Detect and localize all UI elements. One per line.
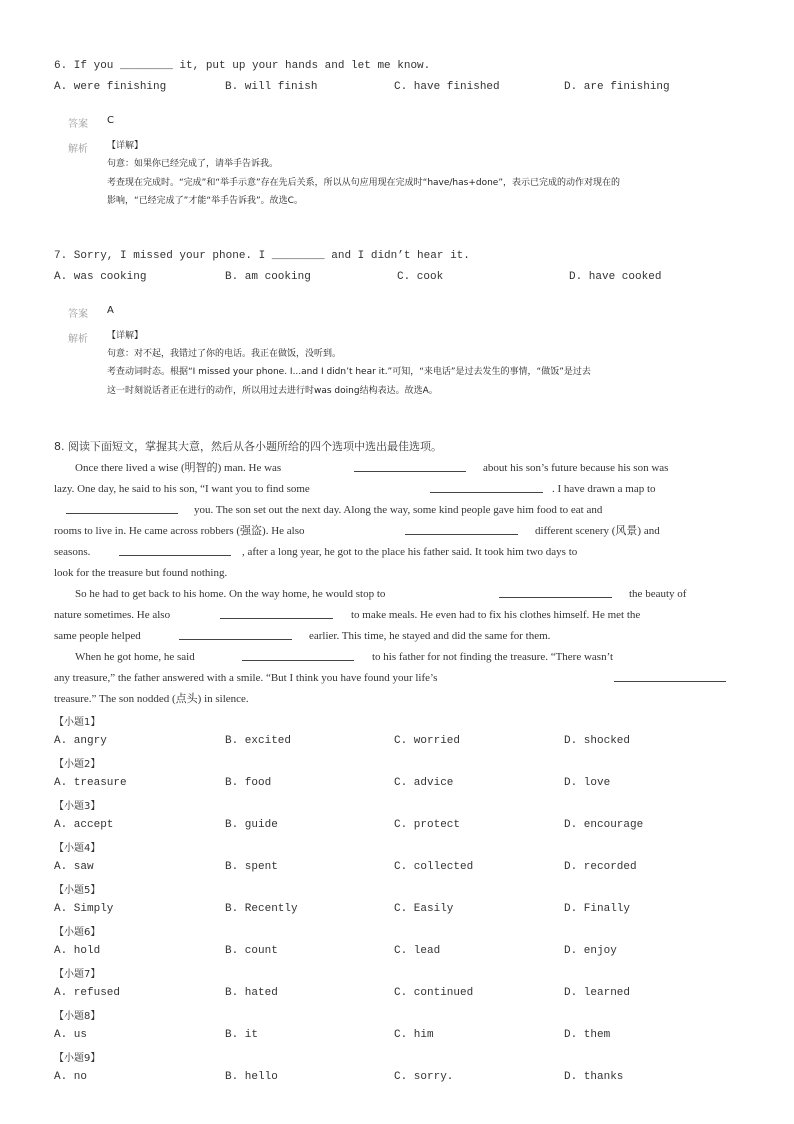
blank-9[interactable] [242,650,354,661]
subquestion-1-option-b[interactable]: B. excited [225,735,292,747]
blank-1[interactable] [354,461,466,472]
subquestion-2-option-c[interactable]: C. advice [394,777,454,789]
subquestion-label: 【小题9】 [54,1053,101,1064]
passage-text: Once there lived a wise (明智的) man. He was [75,462,282,474]
passage-text: to his father for not finding the treasure. “There wasn’t [372,651,614,663]
passage-text: seasons. [54,546,91,558]
passage-text: different scenery (风景) and [535,525,660,537]
passage-text: any treasure,” the father answered with a smile. “But I think you have found your life’s [54,672,438,684]
q7-analysis-line: 考查动词时态。根据“I missed your phone. I...and I didn’t hear it.”可知，“来电话”是过去发生的事情，“做饭”是过去 [107,367,591,377]
blank-4[interactable] [405,524,518,535]
passage-text: look for the treasure but found nothing. [54,567,228,579]
blank-3[interactable] [66,503,178,514]
subquestion-7-option-b[interactable]: B. hated [225,987,278,999]
q7-option-d[interactable]: D. have cooked [569,271,662,283]
blank-8[interactable] [179,629,292,640]
subquestion-4-option-d[interactable]: D. recorded [564,861,637,873]
subquestion-5-option-c[interactable]: C. Easily [394,903,454,915]
q7-answer: A [107,305,114,316]
subquestion-5-option-b[interactable]: B. Recently [225,903,298,915]
subquestion-2-option-a[interactable]: A. treasure [54,777,127,789]
q6-analysis-heading: 【详解】 [107,141,144,151]
passage-text: So he had to get back to his home. On the way home, he would stop to [75,588,386,600]
subquestion-3-option-c[interactable]: C. protect [394,819,461,831]
subquestion-5-option-d[interactable]: D. Finally [564,903,631,915]
subquestion-6-option-d[interactable]: D. enjoy [564,945,617,957]
q6-answer: C [107,115,114,126]
subquestion-5-option-a[interactable]: A. Simply [54,903,114,915]
q7-analysis-heading: 【详解】 [107,331,144,341]
subquestion-2-option-d[interactable]: D. love [564,777,611,789]
passage-text: nature sometimes. He also [54,609,171,621]
q7-analysis-line: 句意：对不起，我错过了你的电话。我正在做饭，没听到。 [107,349,342,359]
subquestion-7-option-d[interactable]: D. learned [564,987,631,999]
subquestion-label: 【小题4】 [54,843,101,854]
q7-option-a[interactable]: A. was cooking [54,271,147,283]
subquestion-4-option-b[interactable]: B. spent [225,861,278,873]
passage-text: rooms to live in. He came across robbers (强盗). He also [54,525,305,537]
subquestion-9-option-a[interactable]: A. no [54,1071,88,1083]
subquestion-1-option-a[interactable]: A. angry [54,735,107,747]
q6-analysis-tag: 解析 [68,144,88,155]
question-6-stem: 6. If you ________ it, put up your hands and let me know. [54,60,431,72]
subquestion-label: 【小题1】 [54,717,101,728]
subquestion-4-option-a[interactable]: A. saw [54,861,94,873]
q7-answer-tag: 答案 [68,309,88,320]
question-8-instructions: 8. 阅读下面短文，掌握其大意，然后从各小题所给的四个选项中选出最佳选项。 [54,440,442,453]
q7-option-c[interactable]: C. cook [397,271,444,283]
subquestion-label: 【小题5】 [54,885,101,896]
q6-answer-tag: 答案 [68,119,88,130]
q7-analysis-tag: 解析 [68,334,88,345]
blank-2[interactable] [430,482,543,493]
passage-text: treasure.” The son nodded (点头) in silence. [54,693,249,705]
subquestion-3-option-d[interactable]: D. encourage [564,819,644,831]
subquestion-label: 【小题2】 [54,759,101,770]
subquestion-8-option-b[interactable]: B. it [225,1029,259,1041]
subquestion-9-option-c[interactable]: C. sorry. [394,1071,454,1083]
blank-7[interactable] [220,608,333,619]
subquestion-1-option-d[interactable]: D. shocked [564,735,631,747]
passage-text: , after a long year, he got to the place his father said. It took him two days to [242,546,578,558]
q6-option-a[interactable]: A. were finishing [54,81,167,93]
subquestion-6-option-c[interactable]: C. lead [394,945,441,957]
passage-text: to make meals. He even had to fix his clothes himself. He met the [351,609,641,621]
blank-6[interactable] [499,587,612,598]
subquestion-8-option-a[interactable]: A. us [54,1029,88,1041]
subquestion-9-option-b[interactable]: B. hello [225,1071,278,1083]
q7-analysis-line: 这一时刻说话者正在进行的动作，所以用过去进行时was doing结构表达。故选A。 [107,386,438,396]
passage-text: same people helped [54,630,141,642]
q6-analysis-line: 考查现在完成时。“完成”和“举手示意”存在先后关系，所以从句应用现在完成时“have/has+done”，表示已完成的动作对现在的 [107,178,621,188]
q7-option-b[interactable]: B. am cooking [225,271,311,283]
q6-option-d[interactable]: D. are finishing [564,81,670,93]
subquestion-label: 【小题7】 [54,969,101,980]
passage-text: earlier. This time, he stayed and did the same for them. [309,630,551,642]
passage-text: you. The son set out the next day. Along the way, some kind people gave him food to eat and [194,504,603,516]
subquestion-2-option-b[interactable]: B. food [225,777,272,789]
passage-text: lazy. One day, he said to his son, “I want you to find some [54,483,310,495]
passage-text: When he got home, he said [75,651,195,663]
blank-5[interactable] [119,545,231,556]
subquestion-3-option-a[interactable]: A. accept [54,819,114,831]
subquestion-1-option-c[interactable]: C. worried [394,735,461,747]
q6-option-b[interactable]: B. will finish [225,81,318,93]
blank-10[interactable] [614,671,726,682]
subquestion-4-option-c[interactable]: C. collected [394,861,474,873]
passage-text: . I have drawn a map to [552,483,656,495]
subquestion-7-option-a[interactable]: A. refused [54,987,121,999]
subquestion-label: 【小题8】 [54,1011,101,1022]
subquestion-6-option-a[interactable]: A. hold [54,945,101,957]
q6-analysis-line: 句意：如果你已经完成了，请举手告诉我。 [107,159,279,169]
passage-text: the beauty of [629,588,687,600]
subquestion-8-option-d[interactable]: D. them [564,1029,611,1041]
q6-analysis-line: 影响，“已经完成了”才能“举手告诉我”。故选C。 [107,196,303,206]
passage-text: about his son’s future because his son was [483,462,669,474]
subquestion-label: 【小题6】 [54,927,101,938]
subquestion-label: 【小题3】 [54,801,101,812]
subquestion-9-option-d[interactable]: D. thanks [564,1071,624,1083]
subquestion-3-option-b[interactable]: B. guide [225,819,278,831]
subquestion-6-option-b[interactable]: B. count [225,945,278,957]
q6-option-c[interactable]: C. have finished [394,81,500,93]
subquestion-7-option-c[interactable]: C. continued [394,987,474,999]
subquestion-8-option-c[interactable]: C. him [394,1029,434,1041]
question-7-stem: 7. Sorry, I missed your phone. I ________ and I didn’t hear it. [54,250,470,262]
